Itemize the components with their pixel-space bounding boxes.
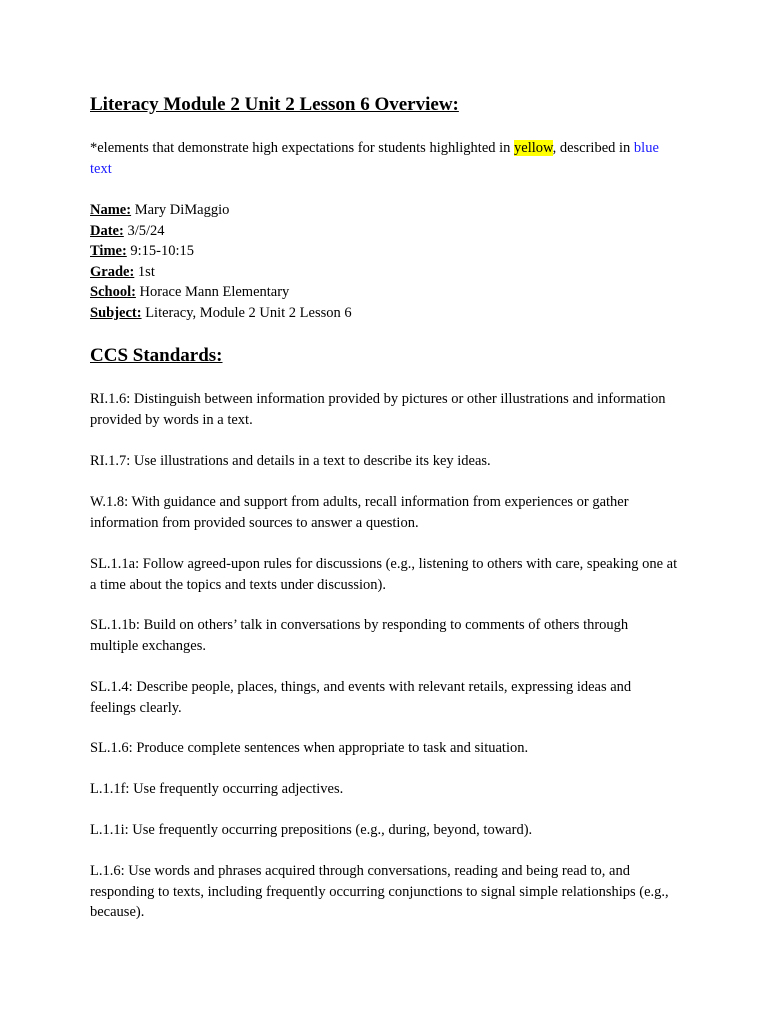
info-row-school xyxy=(90,282,352,303)
info-label: Date: xyxy=(90,222,124,239)
info-row-subject xyxy=(90,303,352,324)
info-row-time xyxy=(90,241,352,262)
info-label: Grade: xyxy=(90,263,135,280)
info-row-date xyxy=(90,221,352,242)
info-value: 3/5/24 xyxy=(127,222,165,239)
info-value: Horace Mann Elementary xyxy=(139,284,290,300)
info-label: Subject: xyxy=(90,304,142,321)
info-label: Name: xyxy=(90,202,132,218)
standard-item: W.1.8: With guidance and support from adults, recall information from experiences or gather information from provided sources to answer a question. xyxy=(90,494,629,531)
standard-item: SL.1.1b: Build on others’ talk in conversations by responding to comments of others through multiple exchanges. xyxy=(90,617,629,654)
standard-item: L.1.1i: Use frequently occurring prepositions (e.g., during, beyond, toward). xyxy=(90,822,533,838)
info-value: 1st xyxy=(137,263,155,280)
info-row-name xyxy=(90,200,352,221)
note-highlight-word: yellow xyxy=(514,140,553,156)
note-middle: , described in xyxy=(552,140,634,156)
note-blue-text: blue text xyxy=(90,140,659,177)
info-label: School: xyxy=(90,284,136,300)
note-prefix: *elements that demonstrate high expectations for students highlighted in xyxy=(90,140,515,156)
standard-item: SL.1.4: Describe people, places, things, and events with relevant retails, expressing ideas and feelings clearly. xyxy=(90,679,632,716)
info-value: Literacy, Module 2 Unit 2 Lesson 6 xyxy=(145,304,352,321)
standard-item: RI.1.6: Distinguish between information provided by pictures or other illustrations and information provided by words in a text. xyxy=(90,391,666,428)
document-title: Literacy Module 2 Unit 2 Lesson 6 Overview: xyxy=(90,94,459,115)
info-value: Mary DiMaggio xyxy=(134,202,230,218)
standard-item: SL.1.6: Produce complete sentences when appropriate to task and situation. xyxy=(90,740,529,756)
standard-item: SL.1.1a: Follow agreed-upon rules for discussions (e.g., listening to others with care, speaking one at a time about the topics and texts under discussion). xyxy=(90,556,678,593)
info-value: 9:15-10:15 xyxy=(130,243,195,259)
standard-item: L.1.1f: Use frequently occurring adjectives. xyxy=(90,781,344,797)
info-label: Time: xyxy=(90,243,127,259)
info-row-grade xyxy=(90,262,352,283)
standard-item: L.1.6: Use words and phrases acquired through conversations, reading and being read to, and responding to texts, including frequently occurring conjunctions to signal simple relationships (e.g., because). xyxy=(90,863,669,920)
standards-heading: CCS Standards: xyxy=(90,345,223,366)
standard-item: RI.1.7: Use illustrations and details in a text to describe its key ideas. xyxy=(90,453,491,469)
lesson-info xyxy=(90,200,352,323)
highlight-note xyxy=(90,138,680,179)
